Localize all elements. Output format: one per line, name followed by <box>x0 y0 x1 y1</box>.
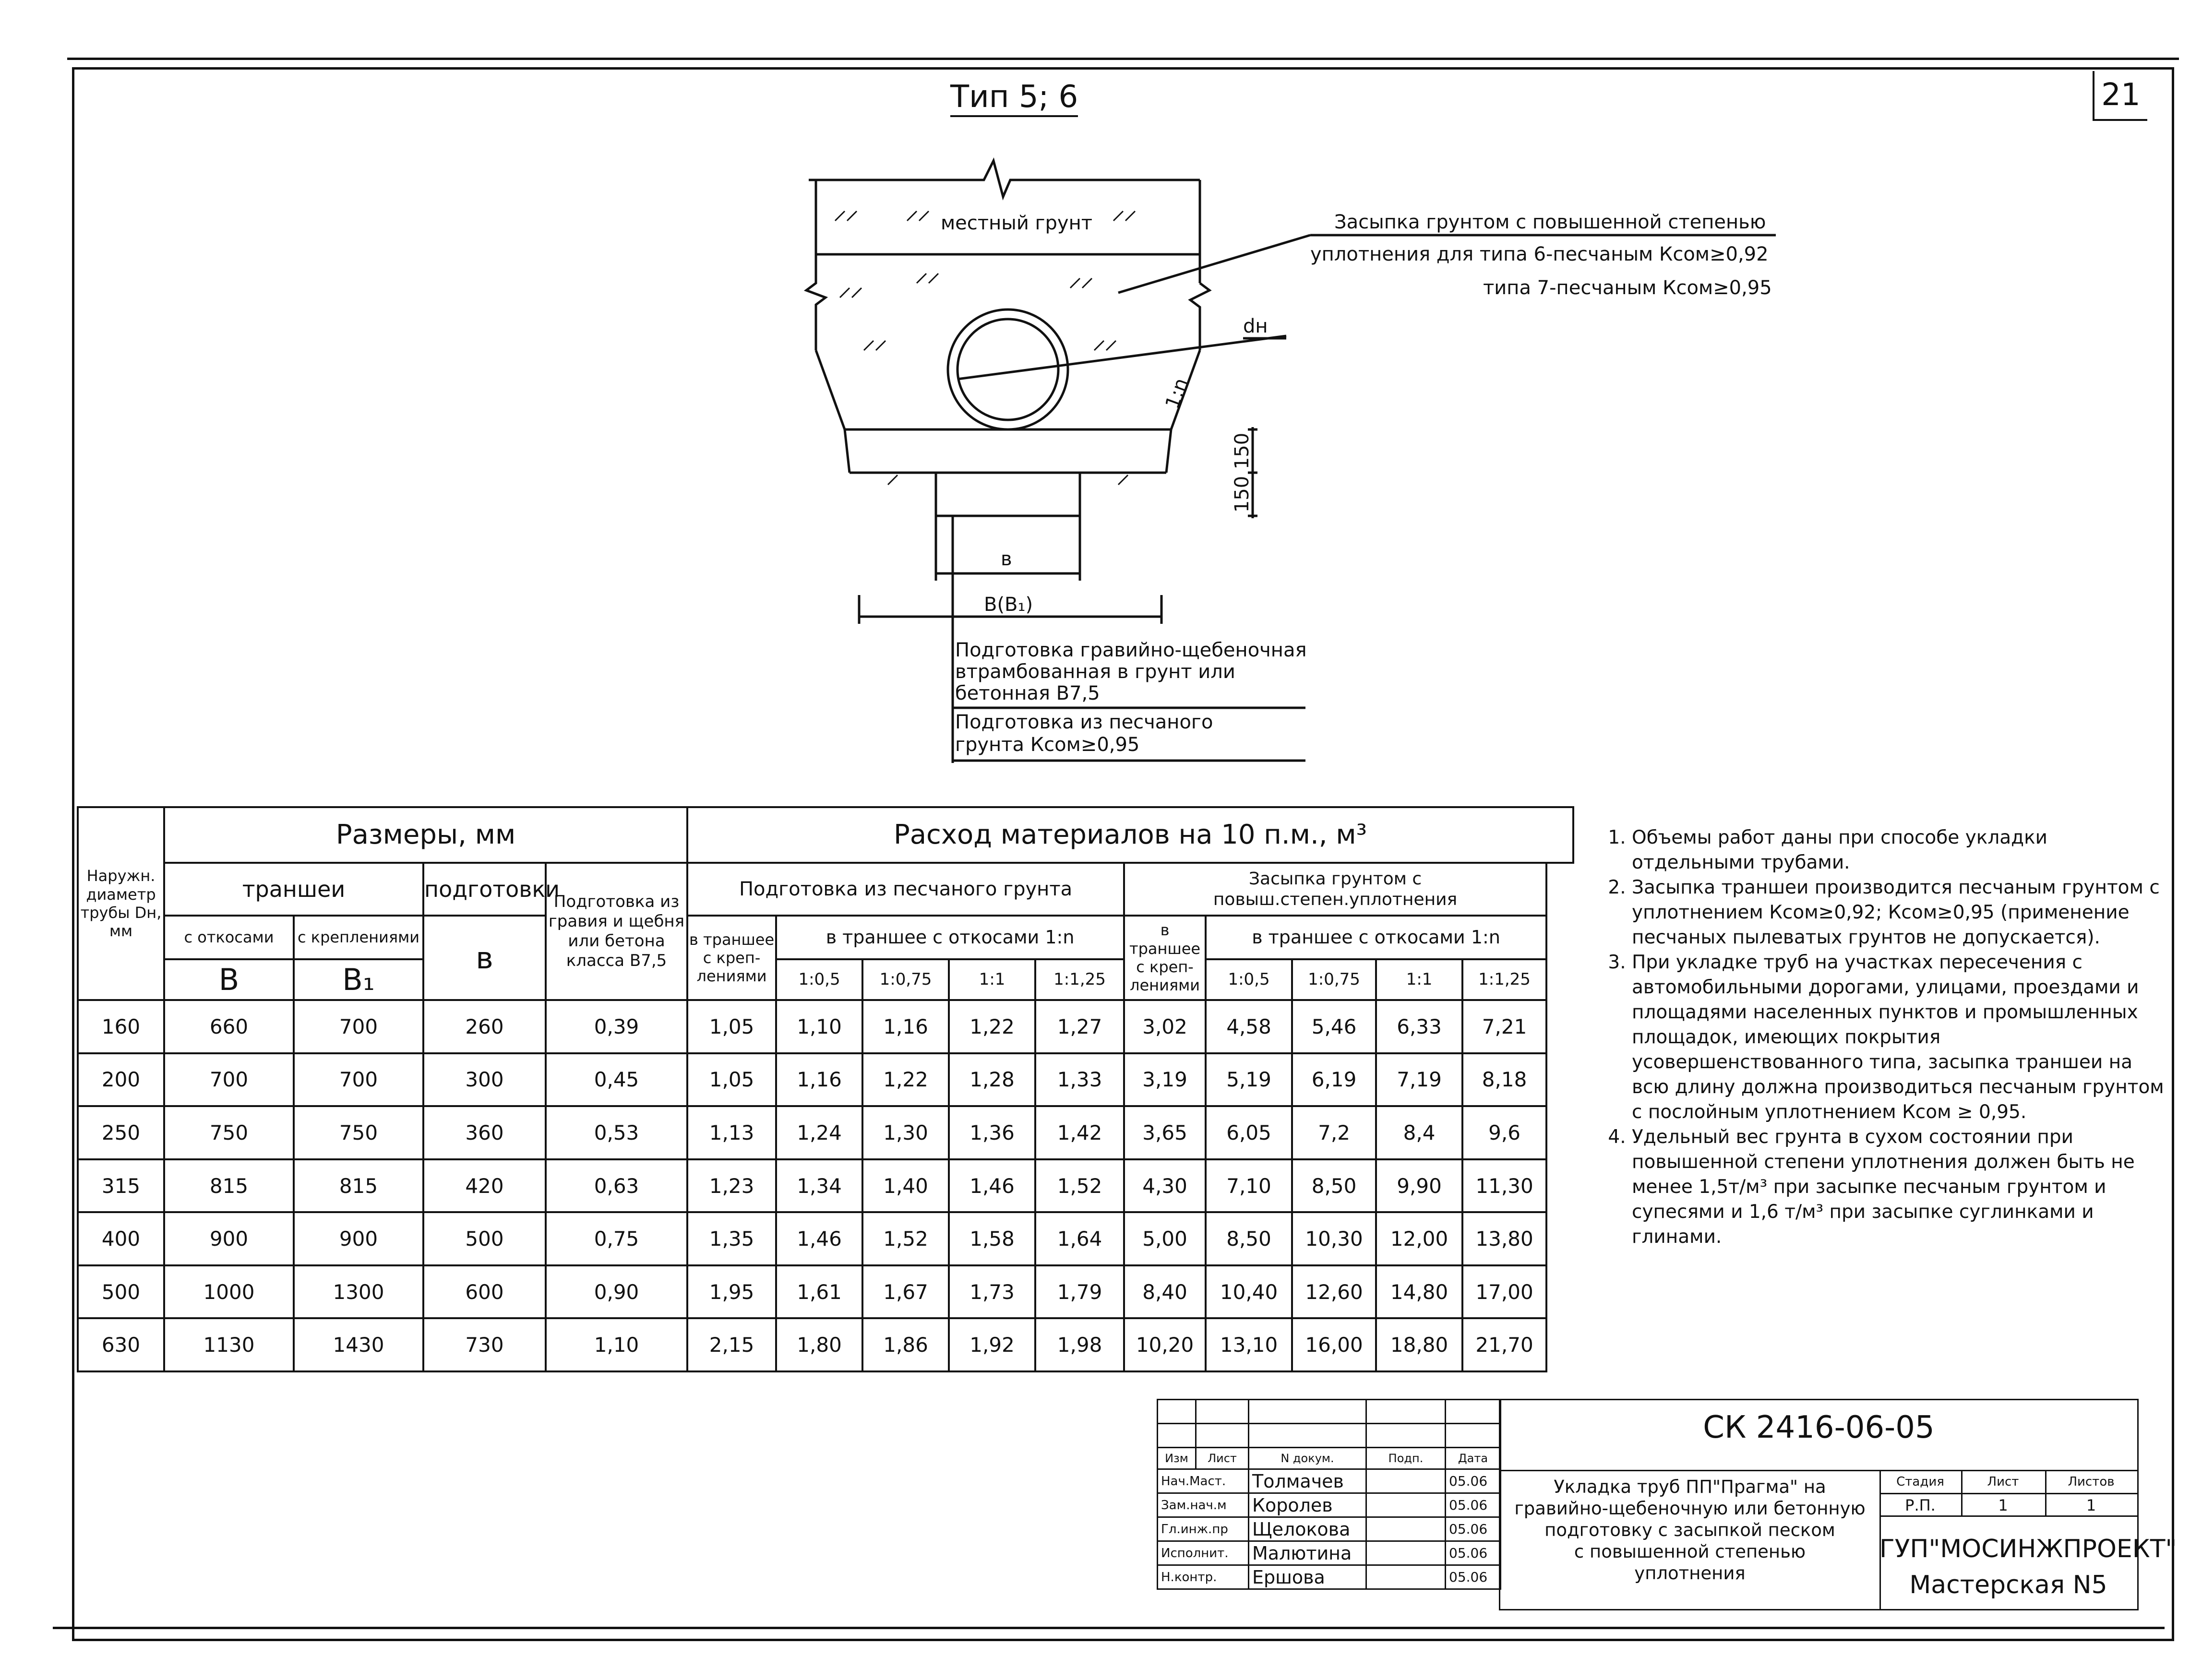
drawing-title: Тип 5; 6 <box>950 82 1078 117</box>
col-doc: N докум. <box>1249 1448 1366 1469</box>
signatory-name: Ершова <box>1249 1565 1366 1589</box>
signature <box>1366 1565 1446 1589</box>
table-cell: 10,20 <box>1124 1318 1206 1371</box>
table-cell: 700 <box>164 1053 294 1107</box>
table-cell: 750 <box>294 1106 423 1159</box>
header-b: в <box>423 916 546 1000</box>
table-cell: 10,40 <box>1206 1265 1292 1319</box>
table-cell: 14,80 <box>1376 1265 1462 1319</box>
table-cell: 360 <box>423 1106 546 1159</box>
table-cell: 1300 <box>294 1265 423 1319</box>
col-izm: Изм <box>1158 1448 1196 1469</box>
table-cell: 400 <box>78 1212 164 1265</box>
signatory-row <box>1158 1541 1501 1565</box>
signature <box>1366 1493 1446 1517</box>
table-cell: 1,61 <box>776 1265 862 1319</box>
table-cell: 160 <box>78 1000 164 1053</box>
table-cell: 1,30 <box>862 1106 949 1159</box>
dim-150-bottom: 150 <box>1231 476 1254 513</box>
header-with-slopes: с откосами <box>164 916 294 959</box>
table-cell: 1,27 <box>1035 1000 1124 1053</box>
table-cell: 8,18 <box>1462 1053 1546 1107</box>
header-B1: В₁ <box>294 959 423 1000</box>
table-cell: 6,19 <box>1292 1053 1376 1107</box>
table-cell: 315 <box>78 1159 164 1213</box>
table-row <box>78 1053 1573 1107</box>
table-cell: 500 <box>423 1212 546 1265</box>
sheets-label: Листов <box>2068 1475 2115 1489</box>
slope-col: 1:1 <box>1376 959 1462 1000</box>
table-cell: 1,05 <box>687 1000 776 1053</box>
base-note-line1: Подготовка гравийно-щебеночная <box>955 639 1307 661</box>
header-prep-sand: Подготовка из песчаного грунта <box>687 863 1124 916</box>
table-cell: 660 <box>164 1000 294 1053</box>
diameter-label: dн <box>1243 315 1268 337</box>
table-cell: 1,16 <box>776 1053 862 1107</box>
signatory-role: Исполнит. <box>1158 1541 1249 1565</box>
table-cell: 1,46 <box>776 1212 862 1265</box>
signatory-row <box>1158 1469 1501 1493</box>
table-cell: 3,65 <box>1124 1106 1206 1159</box>
organization: ГУП"МОСИНЖПРОЕКТ" <box>1879 1535 2177 1563</box>
table-cell: 1,13 <box>687 1106 776 1159</box>
title-block-right <box>1499 1399 2177 1610</box>
table-cell: 1,34 <box>776 1159 862 1213</box>
slope-col: 1:0,75 <box>862 959 949 1000</box>
base-note-line2: втрамбованная в грунт или <box>955 661 1235 683</box>
table-cell: 1,52 <box>862 1212 949 1265</box>
stage-value: Р.П. <box>1905 1496 1936 1514</box>
table-cell: 1,95 <box>687 1265 776 1319</box>
table-row <box>78 1265 1573 1319</box>
sheet-value: 1 <box>1998 1496 2008 1514</box>
table-cell: 7,21 <box>1462 1000 1546 1053</box>
notes <box>1598 825 2165 1250</box>
slope-col: 1:1,25 <box>1462 959 1546 1000</box>
header-trench: траншеи <box>164 863 423 916</box>
signatory-role: Нач.Маст. <box>1158 1469 1249 1493</box>
header-consumption: Расход материалов на 10 п.м., м³ <box>687 807 1573 863</box>
note-item: 2. Засыпка траншеи производится песчаным грунтом с уплотнением Ксом≥0,92; Ксом≥0,95 (применение песчаных пылеватых грунтов не допускается). <box>1632 875 2165 950</box>
table-cell: 700 <box>294 1000 423 1053</box>
note-item: 3. При укладке труб на участках пересечения с автомобильными дорогами, улицами, проездами и площадями населенных пунктов и промышленных площадок, имеющих покрытия усовершенствованного типа, засыпка траншеи на всю длину должна производиться песчаным грунтом с послойным уплотнением Ксом ≥ 0,95. <box>1632 950 2165 1125</box>
table-cell: 8,50 <box>1292 1159 1376 1213</box>
table-cell: 12,00 <box>1376 1212 1462 1265</box>
col-list: Лист <box>1196 1448 1249 1469</box>
table-cell: 3,02 <box>1124 1000 1206 1053</box>
base-note-line3: бетонная В7,5 <box>955 682 1100 704</box>
signatory-date: 05.06 <box>1446 1517 1501 1541</box>
table-cell: 13,80 <box>1462 1212 1546 1265</box>
signatory-date: 05.06 <box>1446 1541 1501 1565</box>
signatory-name: Королев <box>1249 1493 1366 1517</box>
table-cell: 1,33 <box>1035 1053 1124 1107</box>
signatory-name: Щелокова <box>1249 1517 1366 1541</box>
sheet-label: Лист <box>1987 1475 2019 1489</box>
table-cell: 300 <box>423 1053 546 1107</box>
description <box>1500 1476 1879 1584</box>
header-backfill: Засыпка грунтом с повыш.степен.уплотнения <box>1124 863 1546 916</box>
header-sand-trench-fix: в траншее с креп-лениями <box>687 916 776 1000</box>
header-prep: подготовки <box>423 863 546 916</box>
table-cell: 900 <box>164 1212 294 1265</box>
table-cell: 5,46 <box>1292 1000 1376 1053</box>
table-cell: 1,46 <box>949 1159 1035 1213</box>
table-cell: 5,19 <box>1206 1053 1292 1107</box>
table-cell: 0,39 <box>546 1000 687 1053</box>
sheets-value: 1 <box>2086 1496 2096 1514</box>
table-cell: 600 <box>423 1265 546 1319</box>
table-cell: 1130 <box>164 1318 294 1371</box>
table-cell: 8,40 <box>1124 1265 1206 1319</box>
signatory-name: Толмачев <box>1249 1469 1366 1493</box>
table-cell: 21,70 <box>1462 1318 1546 1371</box>
header-B: В <box>164 959 294 1000</box>
table-cell: 1,16 <box>862 1000 949 1053</box>
backfill-note-line3: типа 7-песчаным Ксом≥0,95 <box>1483 277 1772 299</box>
header-sizes: Размеры, мм <box>164 807 687 863</box>
table-cell: 1,52 <box>1035 1159 1124 1213</box>
table-row <box>78 1212 1573 1265</box>
signatory-name: Малютина <box>1249 1541 1366 1565</box>
description-line: подготовку с засыпкой песком <box>1544 1520 1835 1540</box>
table-cell: 500 <box>78 1265 164 1319</box>
width-b-label: в <box>1001 548 1012 570</box>
table-cell: 1,86 <box>862 1318 949 1371</box>
table-cell: 1,58 <box>949 1212 1035 1265</box>
table-cell: 420 <box>423 1159 546 1213</box>
sand-note-line2: грунта Ксом≥0,95 <box>955 734 1140 756</box>
backfill-note-line2: уплотнения для типа 6-песчаным Ксом≥0,92 <box>1310 243 1769 265</box>
header-with-fixings: с креплениями <box>294 916 423 959</box>
dim-150-top: 150 <box>1231 432 1254 470</box>
table-cell: 1430 <box>294 1318 423 1371</box>
table-cell: 1,92 <box>949 1318 1035 1371</box>
slope-col: 1:0,5 <box>776 959 862 1000</box>
table-cell: 900 <box>294 1212 423 1265</box>
table-cell: 7,2 <box>1292 1106 1376 1159</box>
slope-label: 1:n <box>1161 375 1193 412</box>
table-cell: 1,64 <box>1035 1212 1124 1265</box>
description-line: уплотнения <box>1634 1563 1746 1584</box>
table-cell: 12,60 <box>1292 1265 1376 1319</box>
title-block-left <box>1157 1399 1501 1590</box>
table-cell: 8,50 <box>1206 1212 1292 1265</box>
table-cell: 7,10 <box>1206 1159 1292 1213</box>
table-cell: 750 <box>164 1106 294 1159</box>
header-backfill-trench-slopes: в траншее с откосами 1:n <box>1206 916 1546 959</box>
table-cell: 7,19 <box>1376 1053 1462 1107</box>
table-cell: 1,98 <box>1035 1318 1124 1371</box>
table-row <box>78 1106 1573 1159</box>
table-cell: 11,30 <box>1462 1159 1546 1213</box>
description-line: Укладка труб ПП"Прагма" на <box>1554 1477 1826 1497</box>
description-line: гравийно-щебеночную или бетонную <box>1514 1498 1866 1519</box>
table-row <box>78 1000 1573 1053</box>
slope-col: 1:0,75 <box>1292 959 1376 1000</box>
header-sand-trench-slopes: в траншее с откосами 1:n <box>776 916 1124 959</box>
sand-note-line1: Подготовка из песчаного <box>955 711 1213 733</box>
doc-code: СК 2416-06-05 <box>1703 1410 1935 1445</box>
backfill-note-line1: Засыпка грунтом с повышенной степенью <box>1334 211 1766 233</box>
table-cell: 17,00 <box>1462 1265 1546 1319</box>
table-cell: 700 <box>294 1053 423 1107</box>
signature <box>1366 1517 1446 1541</box>
table-row <box>78 1318 1573 1371</box>
code-divider <box>1500 1470 2137 1471</box>
table-cell: 4,30 <box>1124 1159 1206 1213</box>
table-cell: 0,90 <box>546 1265 687 1319</box>
note-item: 4. Удельный вес грунта в сухом состоянии при повышенной степени уплотнения должен быть не менее 1,5т/м³ при засыпке песчаным грунтом и супесями и 1,6 т/м³ при засыпке суглинками и глинами. <box>1632 1125 2165 1250</box>
stage-label: Стадия <box>1896 1475 1944 1489</box>
table-cell: 1,36 <box>949 1106 1035 1159</box>
header-backfill-trench-fix: в траншее с креп-лениями <box>1124 916 1206 1000</box>
slope-col: 1:1 <box>949 959 1035 1000</box>
local-soil-label: местный грунт <box>941 212 1093 234</box>
slope-col: 1:1,25 <box>1035 959 1124 1000</box>
table-cell: 1,23 <box>687 1159 776 1213</box>
table-cell: 730 <box>423 1318 546 1371</box>
col-sign: Подп. <box>1366 1448 1446 1469</box>
table-cell: 5,00 <box>1124 1212 1206 1265</box>
table-cell: 200 <box>78 1053 164 1107</box>
table-cell: 815 <box>164 1159 294 1213</box>
table-cell: 1,80 <box>776 1318 862 1371</box>
signatory-date: 05.06 <box>1446 1565 1501 1589</box>
signatory-date: 05.06 <box>1446 1469 1501 1493</box>
signatory-role: Зам.нач.м <box>1158 1493 1249 1517</box>
table-cell: 1,05 <box>687 1053 776 1107</box>
table-cell: 0,45 <box>546 1053 687 1107</box>
table-cell: 13,10 <box>1206 1318 1292 1371</box>
signature <box>1366 1469 1446 1493</box>
table-cell: 0,53 <box>546 1106 687 1159</box>
header-prep-gravel: Подготовка из гравия и щебня или бетона класса В7,5 <box>546 863 687 1000</box>
table-cell: 260 <box>423 1000 546 1053</box>
materials-table <box>77 806 1574 1372</box>
table-cell: 1,67 <box>862 1265 949 1319</box>
table-cell: 16,00 <box>1292 1318 1376 1371</box>
signatory-role: Н.контр. <box>1158 1565 1249 1589</box>
width-B-label: В(В₁) <box>984 594 1033 616</box>
table-cell: 9,6 <box>1462 1106 1546 1159</box>
signatory-date: 05.06 <box>1446 1493 1501 1517</box>
table-cell: 3,19 <box>1124 1053 1206 1107</box>
table-cell: 6,05 <box>1206 1106 1292 1159</box>
table-cell: 1000 <box>164 1265 294 1319</box>
description-line: с повышенной степенью <box>1574 1541 1806 1562</box>
table-cell: 1,79 <box>1035 1265 1124 1319</box>
table-cell: 4,58 <box>1206 1000 1292 1053</box>
stage-row-divider <box>1879 1493 2137 1494</box>
table-cell: 1,40 <box>862 1159 949 1213</box>
page-number: 21 <box>2093 71 2147 121</box>
signature <box>1366 1541 1446 1565</box>
table-cell: 1,22 <box>862 1053 949 1107</box>
note-item: 1. Объемы работ даны при способе укладки отдельными трубами. <box>1632 825 2165 875</box>
table-cell: 8,4 <box>1376 1106 1462 1159</box>
workshop: Мастерская N5 <box>1909 1571 2107 1599</box>
signatory-row <box>1158 1517 1501 1541</box>
table-cell: 1,73 <box>949 1265 1035 1319</box>
table-cell: 18,80 <box>1376 1318 1462 1371</box>
table-cell: 0,75 <box>546 1212 687 1265</box>
table-cell: 1,35 <box>687 1212 776 1265</box>
header-diameter: Наружн. диаметр трубы Dн, мм <box>78 807 164 1000</box>
table-cell: 630 <box>78 1318 164 1371</box>
table-cell: 250 <box>78 1106 164 1159</box>
signatory-row <box>1158 1493 1501 1517</box>
table-cell: 1,10 <box>776 1000 862 1053</box>
stage-row-divider2 <box>1879 1515 2137 1517</box>
table-cell: 6,33 <box>1376 1000 1462 1053</box>
table-cell: 1,24 <box>776 1106 862 1159</box>
table-cell: 10,30 <box>1292 1212 1376 1265</box>
table-cell: 0,63 <box>546 1159 687 1213</box>
slope-col: 1:0,5 <box>1206 959 1292 1000</box>
table-cell: 9,90 <box>1376 1159 1462 1213</box>
col-date: Дата <box>1446 1448 1501 1469</box>
table-row <box>78 1159 1573 1213</box>
table-cell: 1,42 <box>1035 1106 1124 1159</box>
signatory-row <box>1158 1565 1501 1589</box>
table-cell: 2,15 <box>687 1318 776 1371</box>
table-cell: 1,22 <box>949 1000 1035 1053</box>
signatory-role: Гл.инж.пр <box>1158 1517 1249 1541</box>
table-cell: 1,28 <box>949 1053 1035 1107</box>
table-cell: 1,10 <box>546 1318 687 1371</box>
table-cell: 815 <box>294 1159 423 1213</box>
